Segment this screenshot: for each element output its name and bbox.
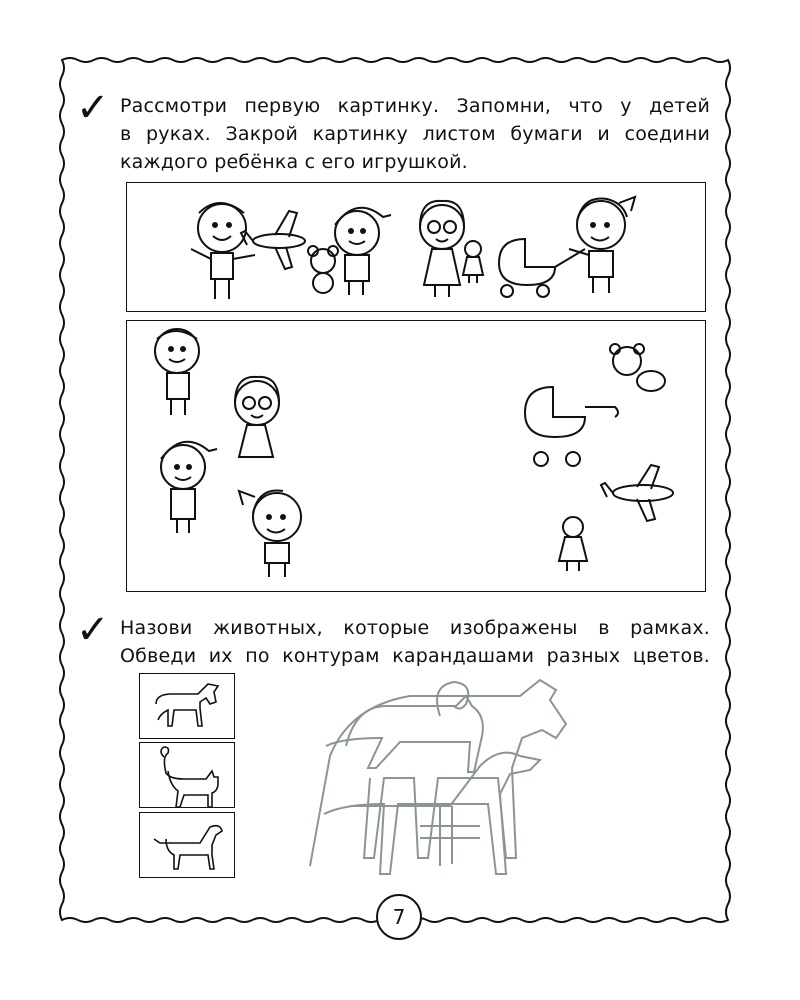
boy-figure-left-1 bbox=[155, 329, 199, 415]
dog-outline bbox=[324, 753, 540, 874]
task2-instruction bbox=[120, 614, 710, 670]
page-number: 7 bbox=[376, 894, 422, 940]
task1-line-1: Рассмотри первую картинку. Запомни, что у детей bbox=[120, 95, 710, 117]
frame-dog bbox=[139, 812, 235, 878]
check-mark-2: ✓ bbox=[76, 607, 110, 653]
girl-figure-left-1 bbox=[235, 377, 279, 457]
doll-toy-right bbox=[559, 517, 587, 571]
teddy-bear-toy bbox=[308, 246, 338, 293]
airplane-toy bbox=[241, 211, 305, 269]
frame-cat bbox=[139, 742, 235, 808]
airplane-toy-right bbox=[601, 465, 673, 521]
cat-icon bbox=[140, 743, 234, 807]
stroller-toy bbox=[499, 239, 585, 297]
task1-instruction bbox=[120, 92, 710, 176]
picture-children-and-toys-apart bbox=[126, 320, 706, 592]
task2-line-1: Назови животных, которые изображены в рамках. bbox=[120, 617, 710, 639]
doll-toy bbox=[463, 241, 483, 283]
task2-line-2: Обведи их по контурам карандашами разных цветов. bbox=[120, 645, 710, 667]
picture-children-with-toys bbox=[126, 182, 706, 312]
dog-icon bbox=[140, 813, 234, 877]
overlapping-animal-outlines bbox=[290, 676, 580, 888]
task1-line-3: каждого ребёнка с его игрушкой. bbox=[120, 151, 468, 173]
boy-figure-2 bbox=[335, 208, 391, 295]
stroller-toy-right bbox=[525, 387, 618, 466]
teddy-bear-toy-right bbox=[610, 344, 665, 391]
boy-figure-left-2 bbox=[161, 442, 217, 533]
task1-line-2: в руках. Закрой картинку листом бумаги и соедини bbox=[120, 123, 710, 145]
girl-figure-1 bbox=[420, 201, 464, 297]
girl-figure-2 bbox=[569, 197, 635, 293]
boy-figure-1 bbox=[191, 203, 255, 299]
frame-horse bbox=[139, 673, 235, 739]
girl-figure-left-2 bbox=[239, 490, 301, 577]
check-mark-1: ✓ bbox=[76, 85, 110, 131]
horse-icon bbox=[140, 674, 234, 738]
